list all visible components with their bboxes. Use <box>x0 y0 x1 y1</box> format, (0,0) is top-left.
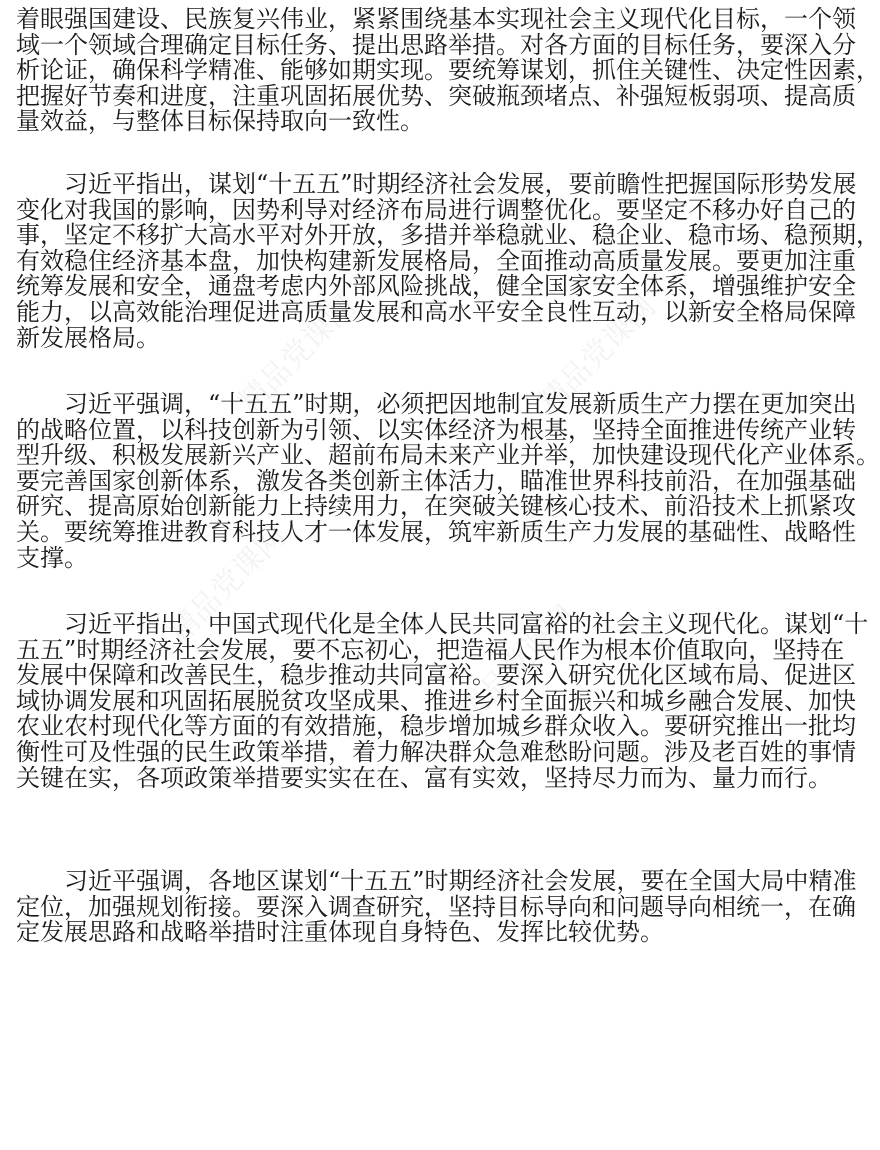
text-line: 定发展思路和战略举措时注重体现自身特色、发挥比较优势。 <box>16 918 664 947</box>
watermark: 精品党课网 <box>162 519 293 650</box>
text-line: 研究、提高原始创新能力上持续用力，在突破关键核心技术、前沿技术上抓紧攻 <box>16 492 856 521</box>
text-line: 型升级、积极发展新兴产业、超前布局未来产业并举，加快建设现代化产业体系。 <box>16 441 880 470</box>
text-line: 新发展格局。 <box>16 323 160 352</box>
text-line: 析论证，确保科学精准、能够如期实现。要统筹谋划，抓住关键性、决定性因素， <box>16 56 880 85</box>
text-line: 量效益，与整体目标保持取向一致性。 <box>16 107 424 136</box>
paragraph <box>16 5 880 136</box>
text-line: 域协调发展和巩固拓展脱贫攻坚成果、推进乡村全面振兴和城乡融合发展、加快 <box>16 686 856 715</box>
watermark: 精品党课网 <box>452 599 583 730</box>
text-line: 统筹发展和安全，通盘考虑内外部风险挑战，健全国家安全体系，增强维护安全 <box>16 272 856 301</box>
text-line: 域一个领域合理确定目标任务、提出思路举措。对各方面的目标任务，要深入分 <box>16 30 856 59</box>
text-line: 要完善国家创新体系，激发各类创新主体活力，瞄准世界科技前沿，在加强基础 <box>16 466 856 495</box>
watermark: 精品党课网 <box>532 289 663 420</box>
text-line: 关键在实，各项政策举措要实实在在、富有实效，坚持尽力而为、量力而行。 <box>16 763 832 792</box>
text-line: 农业农村现代化等方面的有效措施，稳步增加城乡群众收入。要研究推出一批均 <box>16 712 856 741</box>
paragraph <box>16 390 880 572</box>
paragraph <box>16 610 869 792</box>
text-line: 习近平强调，“十五五”时期，必须把因地制宜发展新质生产力摆在更加突出 <box>16 390 857 418</box>
text-line: 关。要统筹推进教育科技人才一体发展，筑牢新质生产力发展的基础性、战略性 <box>16 517 856 546</box>
text-line: 着眼强国建设、民族复兴伟业，紧紧围绕基本实现社会主义现代化目标，一个领 <box>16 5 856 33</box>
text-line: 有效稳住经济基本盘，加快构建新发展格局，全面推动高质量发展。要更加注重 <box>16 246 856 275</box>
text-line: 五五”时期经济社会发展，要不忘初心，把造福人民作为根本价值取向，坚持在 <box>16 635 845 664</box>
text-line: 习近平强调，各地区谋划“十五五”时期经济社会发展，要在全国大局中精准 <box>16 867 857 895</box>
watermark: 精品党课网 <box>232 289 363 420</box>
text-line: 习近平指出，谋划“十五五”时期经济社会发展，要前瞻性把握国际形势发展 <box>16 170 857 198</box>
text-line: 衡性可及性强的民生政策举措，着力解决群众急难愁盼问题。涉及老百姓的事情 <box>16 737 856 766</box>
text-line: 支撑。 <box>16 543 88 572</box>
paragraph <box>16 867 857 947</box>
text-line: 把握好节奏和进度，注重巩固拓展优势、突破瓶颈堵点、补强短板弱项、提高质 <box>16 81 856 110</box>
text-line: 发展中保障和改善民生，稳步推动共同富裕。要深入研究优化区域布局、促进区 <box>16 661 856 690</box>
text-line: 能力，以高效能治理促进高质量发展和高水平安全良性互动，以新安全格局保障 <box>16 297 856 326</box>
text-line: 变化对我国的影响，因势利导对经济布局进行调整优化。要坚定不移办好自己的 <box>16 195 856 224</box>
text-line: 习近平指出，中国式现代化是全体人民共同富裕的社会主义现代化。谋划“十 <box>16 610 869 638</box>
text-line: 定位，加强规划衔接。要深入调查研究，坚持目标导向和问题导向相统一，在确 <box>16 892 856 921</box>
text-line: 的战略位置，以科技创新为引领、以实体经济为根基，坚持全面推进传统产业转 <box>16 415 856 444</box>
text-line: 事，坚定不移扩大高水平对外开放，多措并举稳就业、稳企业、稳市场、稳预期， <box>16 221 880 250</box>
paragraph <box>16 170 880 352</box>
